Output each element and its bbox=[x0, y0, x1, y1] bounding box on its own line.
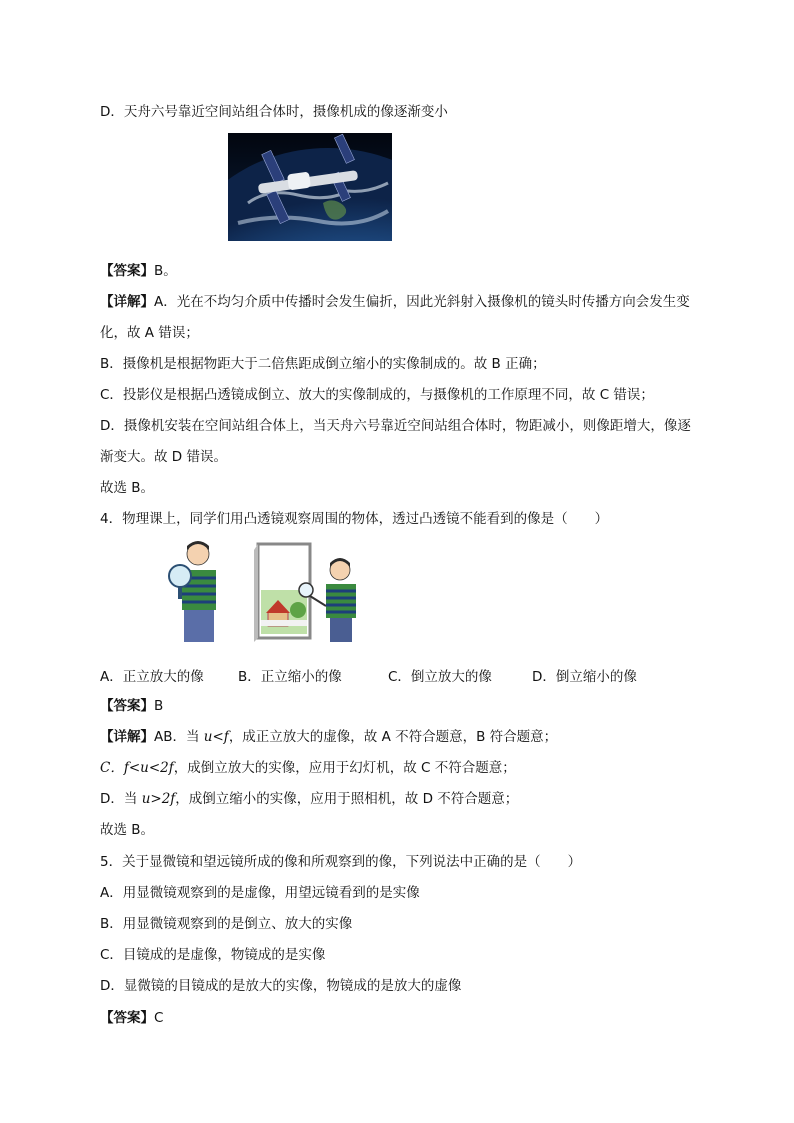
q5-option-b: B．用显微镜观察到的是倒立、放大的实像 bbox=[100, 916, 353, 932]
q3-detail-d-line2: 渐变大。故 D 错误。 bbox=[100, 449, 227, 465]
q5-answer: 【答案】C bbox=[100, 1010, 164, 1026]
q5-stem: 5．关于显微镜和望远镜所成的像和所观察到的像，下列说法中正确的是（ ） bbox=[100, 854, 582, 870]
q4-option-a: A．正立放大的像 bbox=[100, 669, 204, 685]
q3-detail-b: B．摄像机是根据物距大于二倍焦距成倒立缩小的实像制成的。故 B 正确； bbox=[100, 356, 546, 372]
q3-option-d: D．天舟六号靠近空间站组合体时，摄像机成的像逐渐变小 bbox=[100, 104, 448, 120]
q5-option-c: C．目镜成的是虚像，物镜成的是实像 bbox=[100, 947, 326, 963]
q4-detail-d: D．当 u>2f，成倒立缩小的实像，应用于照相机，故 D 不符合题意； bbox=[100, 791, 519, 807]
q4-detail-c: C．f<u<2f，成倒立放大的实像，应用于幻灯机，故 C 不符合题意； bbox=[100, 760, 516, 776]
space-station-image bbox=[228, 133, 392, 241]
q5-option-a: A．用显微镜观察到的是虚像，用望远镜看到的是实像 bbox=[100, 885, 420, 901]
q4-option-c: C．倒立放大的像 bbox=[388, 669, 492, 685]
q5-option-d: D．显微镜的目镜成的是放大的实像，物镜成的是放大的虚像 bbox=[100, 978, 462, 994]
q4-option-b: B．正立缩小的像 bbox=[238, 669, 342, 685]
q4-detail-ab: 【详解】AB．当 u<f，成正立放大的虚像，故 A 不符合题意，B 符合题意； bbox=[100, 729, 558, 745]
magnifier-illustration bbox=[168, 540, 364, 644]
q3-detail-a-line1: 【详解】A．光在不均匀介质中传播时会发生偏折，因此光斜射入摄像机的镜头时传播方向会发生变 bbox=[100, 294, 690, 310]
q3-detail-c: C．投影仪是根据凸透镜成倒立、放大的实像制成的，与摄像机的工作原理不同，故 C 错误； bbox=[100, 387, 654, 403]
q4-answer: 【答案】B bbox=[100, 698, 164, 714]
q4-option-d: D．倒立缩小的像 bbox=[532, 669, 637, 685]
q3-answer: 【答案】B。 bbox=[100, 263, 177, 279]
q3-detail-d-line1: D．摄像机安装在空间站组合体上，当天舟六号靠近空间站组合体时，物距减小，则像距增大，像逐 bbox=[100, 418, 691, 434]
q3-conclusion: 故选 B。 bbox=[100, 480, 155, 496]
q4-conclusion: 故选 B。 bbox=[100, 822, 155, 838]
q3-detail-a-line2: 化，故 A 错误； bbox=[100, 325, 199, 341]
q4-stem: 4．物理课上，同学们用凸透镜观察周围的物体，透过凸透镜不能看到的像是（ ） bbox=[100, 511, 609, 527]
